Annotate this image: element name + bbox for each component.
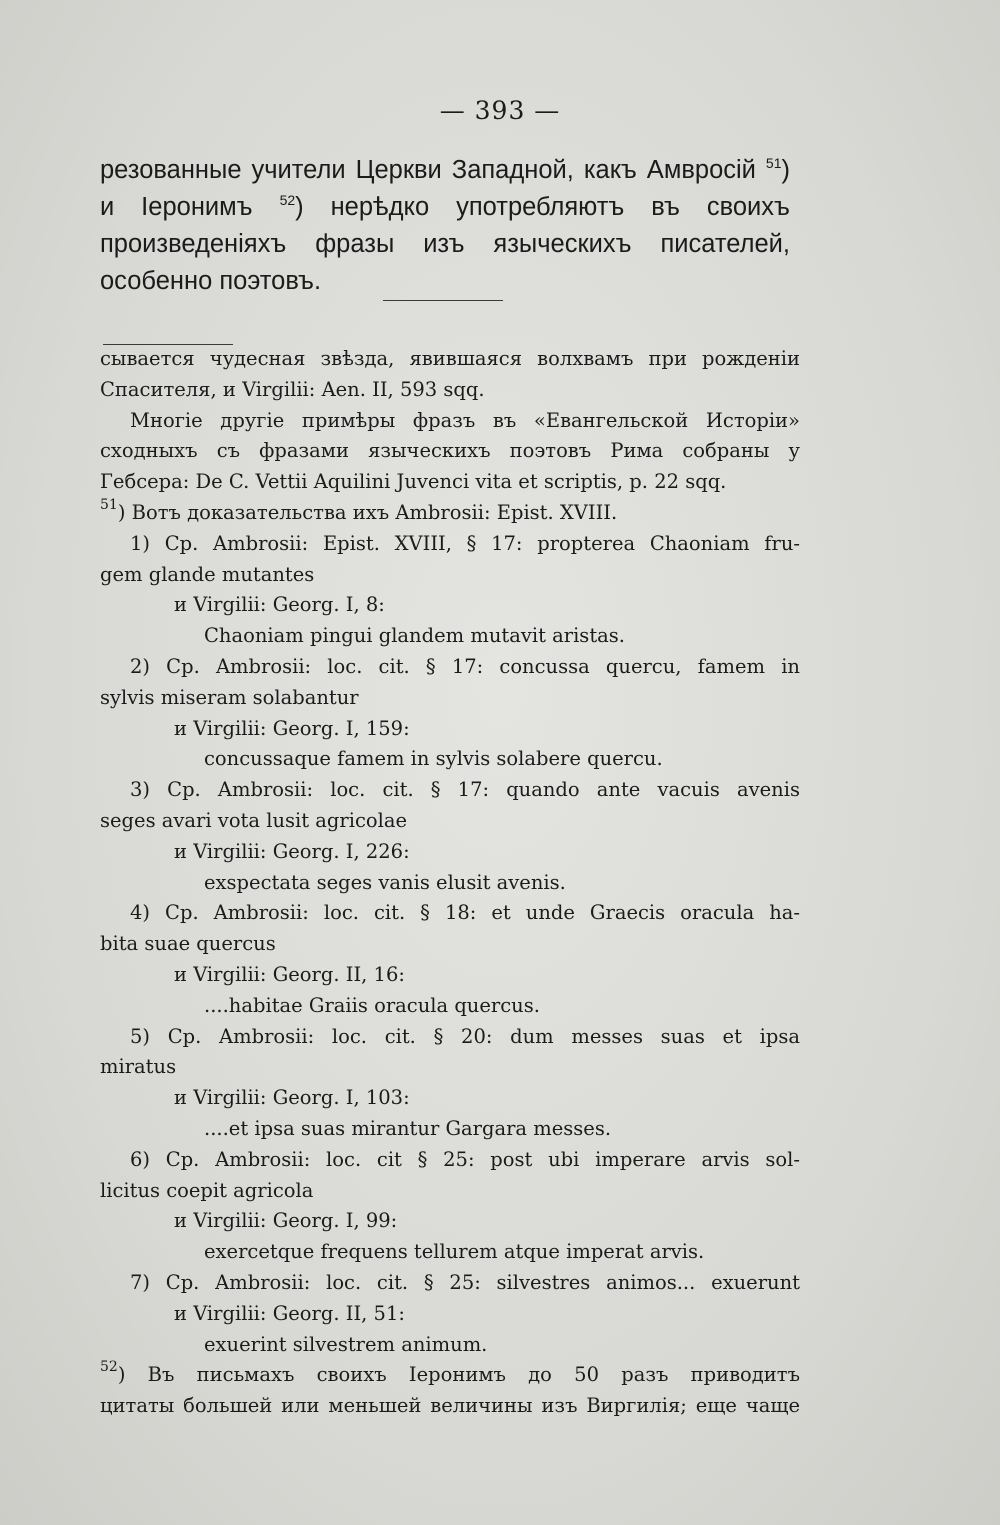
footnote-52: $^{52}$) Въ письмахъ своихъ Іеронимъ до 50 разъ приводитъ xyxy=(100,1359,800,1387)
example-line: gem glande mutantes xyxy=(100,562,315,586)
footnote-paragraph: Гебсера: De C. Vettii Aquilini Juvenci vita et scriptis, p. 22 sqq. xyxy=(100,470,727,494)
footnote-51: $^{51}$) Вотъ доказательства ихъ Ambrosii: Epist. XVIII. xyxy=(100,496,618,524)
example-line: miratus xyxy=(100,1055,177,1079)
example-line: sylvis miseram solabantur xyxy=(100,685,359,709)
footnote-paragraph: Многіе другіе примѣры фразъ въ «Евангельской Исторіи» xyxy=(130,408,800,432)
example-source: и Virgilii: Georg. II, 51: xyxy=(174,1301,405,1325)
example-line: 1) Ср. Ambrosii: Epist. XVIII, § 17: propterea Chaoniam fru- xyxy=(130,531,800,555)
main-paragraph xyxy=(100,152,790,300)
footnote-continuation: Спасителя, и Virgilii: Aen. II, 593 sqq. xyxy=(100,377,485,401)
footnote-ref-51[interactable]: 51 xyxy=(765,155,782,171)
example-line: 5) Ср. Ambrosii: loc. cit. § 20: dum messes suas et ipsa xyxy=(130,1024,800,1048)
example-line: 3) Ср. Ambrosii: loc. cit. § 17: quando ante vacuis avenis xyxy=(130,778,800,802)
example-source: и Virgilii: Georg. I, 8: xyxy=(174,593,385,617)
footnote-paragraph: сходныхъ съ фразами языческихъ поэтовъ Рима собраны у xyxy=(100,439,800,463)
footnote-ref-52[interactable]: 52 xyxy=(279,192,296,208)
main-line-2: и Іеронимъ $^{52}$) нерѣдко употребляютъ въ своихъ xyxy=(100,192,790,221)
example-line: licitus coepit agricola xyxy=(100,1178,314,1202)
example-line: 2) Ср. Ambrosii: loc. cit. § 17: concussa quercu, famem in xyxy=(130,654,800,678)
example-quote: ....habitae Graiis oracula quercus. xyxy=(204,993,540,1017)
example-quote: exercetque frequens tellurem atque imperat arvis. xyxy=(204,1240,705,1264)
main-line-3: произведеніяхъ фразы изъ языческихъ писателей, xyxy=(100,230,790,258)
main-line-4: особенно поэтовъ. xyxy=(100,267,322,295)
example-source: и Virgilii: Georg. II, 16: xyxy=(174,962,405,986)
example-quote: exuerint silvestrem animum. xyxy=(204,1332,488,1356)
footnotes xyxy=(100,344,800,1422)
example-source: и Virgilii: Georg. I, 226: xyxy=(174,839,410,863)
example-source: и Virgilii: Georg. I, 103: xyxy=(174,1086,410,1110)
example-quote: ....et ipsa suas mirantur Gargara messes. xyxy=(204,1116,612,1140)
footnote-marker: 51 xyxy=(100,496,118,513)
section-divider xyxy=(383,300,503,301)
example-source: и Virgilii: Georg. I, 159: xyxy=(174,716,410,740)
example-line: 4) Ср. Ambrosii: loc. cit. § 18: et unde Graecis oracula ha- xyxy=(130,901,800,925)
footnote-52-line: цитаты большей или меньшей величины изъ Виргилія; еще чаще xyxy=(100,1394,800,1418)
footnote-continuation: сывается чудесная звѣзда, явившаяся волхвамъ при рожденіи xyxy=(100,347,800,370)
example-quote: exspectata seges vanis elusit avenis. xyxy=(204,870,566,894)
example-quote: concussaque famem in sylvis solabere quercu. xyxy=(204,747,663,771)
footnote-marker: 52 xyxy=(100,1359,118,1376)
page-number: — 393 — xyxy=(439,96,561,125)
example-line: seges avari vota lusit agricolae xyxy=(100,808,408,832)
example-source: и Virgilii: Georg. I, 99: xyxy=(174,1209,398,1233)
example-line: 6) Ср. Ambrosii: loc. cit § 25: post ubi imperare arvis sol- xyxy=(130,1147,800,1171)
example-line: 7) Ср. Ambrosii: loc. cit. § 25: silvestres animos... exuerunt xyxy=(130,1270,800,1294)
main-line-1: резованные учители Церкви Западной, какъ Амвросій $^{51}$) xyxy=(100,155,790,184)
example-line: bita suae quercus xyxy=(100,932,276,956)
example-quote: Chaoniam pingui glandem mutavit aristas. xyxy=(204,624,625,648)
